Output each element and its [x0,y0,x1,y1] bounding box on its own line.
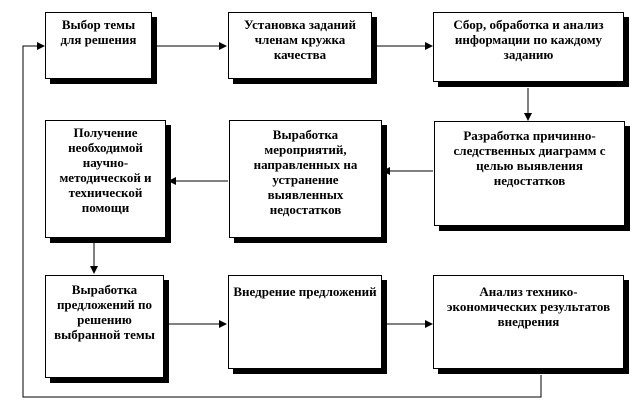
node-label: Сбор, обработка и анализ информации по каждому заданию [453,17,604,62]
node-proposals-development [45,275,164,378]
node-label: Выбор темы для решения [60,17,137,47]
node-label: Выработка предложений по решению выбранной темы [54,282,155,342]
node-label: Внедрение предложений [233,284,377,299]
node-cause-effect-diagrams [434,121,625,226]
node-measures-development [229,120,382,238]
node-scientific-help [45,120,166,238]
node-label: Анализ технико-экономических результатов внедрения [446,284,611,329]
node-label: Получение необходимой научно-методической и технической помощи [59,125,152,215]
node-results-analysis [433,275,624,369]
node-information-analysis [433,12,624,82]
node-proposals-implementation [228,275,382,369]
node-label: Разработка причинно-следственных диаграмм с целью выявления недостатков [453,128,606,188]
node-task-assignment [228,12,372,79]
node-label: Выработка мероприятий, направленных на устранение выявленных недостатков [253,127,358,217]
node-label: Установка заданий членам кружка качества [244,17,356,62]
node-topic-selection [45,12,152,79]
